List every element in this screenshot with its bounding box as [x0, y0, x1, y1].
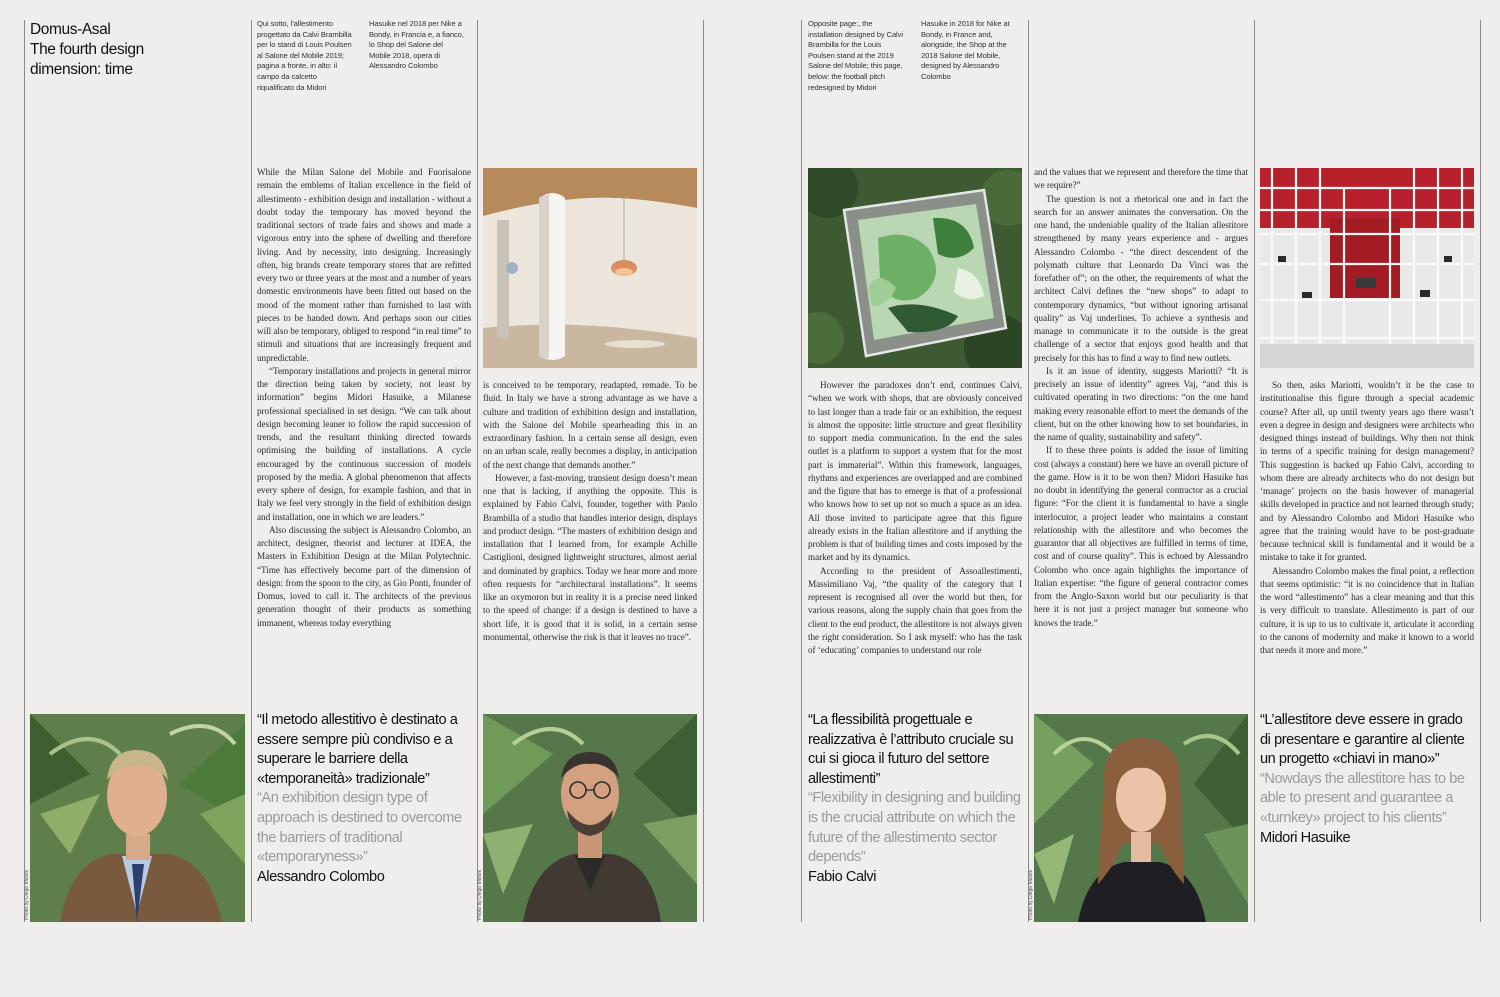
caption-italian-1: Qui sotto, l’allestimento progettato da Calvi Brambilla per lo stand di Louis Poulsen al Salone del Mobile 2019; pagina a fronte, in alto: il campo da calcetto riqualificato da Midori	[257, 19, 352, 92]
page-title	[30, 20, 240, 80]
installation-room-photo	[483, 168, 697, 368]
body-column-3	[808, 379, 1022, 657]
paragraph: So then, asks Mariotti, wouldn’t it be the case to institutionalise this figure through a special academic course? After all, up until twenty years ago there wasn’t even a degree in design and designers were architects who designed things instead of buildings. Why then not think in terms of a specific training for design management? This suggestion is backed up Fabio Calvi, according to whom there are already architects who do not design but ‘manage’ projects on the basis however of managerial skills developed in practice and not learned through study; and by Alessandro Colombo and Midori Hasuike who agree that the training would have to be post-graduate because technical skill is fundamental and it would be a mistake to take it for granted.	[1260, 380, 1474, 563]
body-column-2	[483, 379, 697, 644]
column-rule	[1254, 20, 1255, 922]
paragraph: Is it an issue of identity, suggests Mariotti? “It is precisely an issue of identity” agrees Vaj, “and this is cultivated operating in two directions: “on the one hand making every reasonable effort to meet the demands of the client, but on the other knowing how to set boundaries, in the name of quality, sustainability and safety”.	[1034, 365, 1248, 442]
paragraph: While the Milan Salone del Mobile and Fuorisalone remain the emblems of Italian excellence in the field of allestimento - exhibition design and installation - without a doubt today the temporary has moved beyond the traditional sectors of trade fairs and shows and made a vigorous entry into the sphere of dwelling and therefore living. And by necessity, into designing. Increasingly often, big brands create temporary stores that are refitted every two or three years at the most and a number of years domestic environments have been fitted out based on the mood of the moment rather than furnished to last with pieces to be handed down. And perhaps soon our cities will also be temporary, obliged to respond “in real time” to stimuli and situations that are increasingly frequent and unpredictable.	[257, 167, 471, 363]
column-rule	[477, 20, 478, 922]
portrait-hasuike-photo	[1034, 714, 1248, 922]
body-column-5	[1260, 379, 1474, 657]
photo-credit: Photo by Diego Maioni	[477, 869, 483, 920]
quote-italian: “La flessibilità progettuale e realizzativa è l’attributo cruciale su cui si gioca il futuro del settore allestimenti”	[808, 712, 1014, 787]
portrait-calvi-photo	[483, 714, 697, 922]
quote-english: “Flexibility in designing and building is the crucial attribute on which the future of the allestimento sector depends”	[808, 790, 1021, 866]
column-rule	[251, 20, 252, 922]
paragraph: Also discussing the subject is Alessandro Colombo, an architect, designer, theorist and lecturer at IDEA, the Masters in Exhibition Design at the Milan Polytechnic. “Time has effectively become part of the dimension of design: from the spoon to the city, as Gio Ponti, founder of Domus, loved to call it. The architects of the previous generation thought of their products as something immanent, whereas today everything	[257, 524, 471, 628]
paragraph: Alessandro Colombo makes the final point, a reflection that seems optimistic: “it is no coincidence that in Italian the word “allestimento” has a clear meaning and that this is very difficult to translate. Allestimento is part of our culture, it is up to us to cultivate it, articulate it according to the canons of modernity and make it known to a world that needs it more and more.”	[1260, 565, 1474, 655]
pull-quote-calvi	[808, 711, 1024, 887]
quote-author: Fabio Calvi	[808, 868, 877, 885]
column-rule	[801, 20, 802, 922]
photo-credit: Photo by Diego Maioni	[1028, 869, 1034, 920]
quote-author: Alessandro Colombo	[257, 868, 385, 885]
quote-italian: “Il metodo allestitivo è destinato a essere sempre più condiviso e a superare le barriere della «temporaneità» tradizionale”	[257, 712, 458, 787]
column-rule	[1028, 20, 1029, 922]
body-column-1	[257, 166, 471, 630]
column-rule	[1480, 20, 1481, 922]
paragraph: The question is not a rhetorical one and in fact the search for an answer animates the conversation. On the one hand, the undeniable quality of the Italian allestitore strengthened by many years experience and - argues Alessandro Colombo - “the direct descendent of the polymath culture that Leonardo Da Vinci was the forefather of”; on the other, the requirements of what the architect Calvi defines the “new shops” to adapt to contemporary dynamics, “but without ignoring artisanal quality” as Vaj underlines. To achieve a synthesis and manage to communicate it to the outside is the great challenge of a sector that enjoys good health and that precisely for this has to find a way to find new outlets.	[1034, 193, 1248, 363]
body-column-4	[1034, 166, 1248, 630]
shop-structure-photo	[1260, 168, 1474, 368]
quote-italian: “L’allestitore deve essere in grado di presentare e garantire al cliente un progetto «chiavi in mano»”	[1260, 712, 1465, 768]
pull-quote-hasuike	[1260, 711, 1474, 848]
caption-italian-2: Hasuike nel 2018 per Nike a Bondy, in Francia e, a fianco, lo Shop del Salone del Mobile 2018, opera di Alessandro Colombo	[369, 19, 464, 71]
quote-author: Midori Hasuike	[1260, 829, 1351, 846]
paragraph: “Temporary installations and projects in general mirror the direction being taken by society, not least by information” begins Midori Hasuike, a Milanese professional specialised in set design. “We can talk about design becoming leaner to follow the rapid succession of trends, and the resultant thinking directed towards optimising the building of installations. A cycle encouraged by the continuous succession of models proposed by the media. A global phenomenon that affects every sphere of design, for example fashion, and that in Italy we feel very strongly in the field of exhibition design and installation, one in which we are leaders.”	[257, 365, 471, 522]
football-pitch-photo	[808, 168, 1022, 368]
quote-english: “Nowdays the allestitore has to be able to present and guarantee a «turnkey» project to his clients”	[1260, 770, 1465, 826]
quote-english: “An exhibition design type of approach is destined to overcome the barriers of traditional «temporaryness»”	[257, 790, 462, 866]
column-rule	[24, 20, 25, 922]
title-line: dimension: time	[30, 61, 133, 78]
paragraph: However, a fast-moving, transient design doesn’t mean one that is lacking, if anything the opposite. This is explained by Fabio Calvi, founder, together with Paolo Brambilla of a studio that handles interior design, displays and product design. “The masters of exhibition design and installation that I learned from, for example Achille Castiglioni, designed lightweight structures, almost aerial and dominated by graphics. Today we hear more and more often requests for “architectural installations”. It seems like an oxymoron but in reality it is a precise need linked to the speed of change: if a design is destined to have a short life, it is good that it is solid, in a certain sense monumental, otherwise the risk is that it leaves no trace”.	[483, 472, 697, 642]
paragraph: If to these three points is added the issue of limiting cost (always a constant) here we have an overall picture of the game. How is it to be won then? Midori Hasuike has no doubt in identifying the general contractor as a crucial figure: “For the client it is fundamental to have a single interlocutor, a project leader who maintains a constant relationship with the allestitore and who becomes the guarantor that all objectives are fulfilled in terms of time, cost and of course quality”. This is echoed by Alessandro Colombo who once again highlights the importance of Italian expertise: “the figure of general contractor comes from the Anglo-Saxon world but our peculiarity is that here it is not just a project manager but someone who knows the trade.”	[1034, 445, 1248, 628]
paragraph: However the paradoxes don’t end, continues Calvi, “when we work with shops, that are obviously conceived to last longer than a trade fair or an exhibition, the request is almost the opposite: little structure and great flexibility to support media communication. In the end the sales outlet is a platform to support a system that for the most part is immaterial”. Within this framework, languages, rhythms and experiences are overlapped and are combined and the figure that has to emerge is that of a professional who knows how to set up not so much a space as an idea. All those invited to participate agree that this figure already exists in the Italian allestitore and if anything the problem is that of building times and costs imposed by the market and by its dynamics.	[808, 380, 1022, 563]
caption-english-1: Opposite page:, the installation designed by Calvi Brambilla for the Louis Poulsen stand at the 2019 Salone del Mobile; this page, below: the football pitch redesigned by Midori	[808, 19, 903, 92]
title-line: The fourth design	[30, 41, 144, 58]
column-rule	[703, 20, 704, 922]
caption-english-2: Hasuike in 2018 for Nike at Bondy, in France and, alongside, the Shop at the 2018 Salone del Mobile, designed by Alessandro Colombo	[921, 19, 1010, 81]
paragraph: and the values that we represent and therefore the time that we require?”	[1034, 167, 1248, 191]
photo-credit: Photo by Diego Maioni	[24, 869, 30, 920]
title-line: Domus-Asal	[30, 21, 111, 38]
paragraph: is conceived to be temporary, readapted, remade. To be fluid. In Italy we have a strong advantage as we have a culture and tradition of exhibition design and installation, with the Salone del Mobile spearheading this in an extraordinary fashion. In a certain sense all design, even on an urban scale, really becomes a display, in anticipation of the next change that demands another.”	[483, 380, 697, 470]
portrait-colombo-photo	[30, 714, 245, 922]
pull-quote-colombo	[257, 711, 475, 887]
paragraph: According to the president of Assoallestimenti, Massimiliano Vaj, “the quality of the category that I represent is recognised all over the world but then, for various reasons, along the supply chain that goes from the client to the end product, the allestitore is not always given the right consideration. So I ask myself: who has the task of ‘educating’ companies to understand our role	[808, 565, 1022, 655]
